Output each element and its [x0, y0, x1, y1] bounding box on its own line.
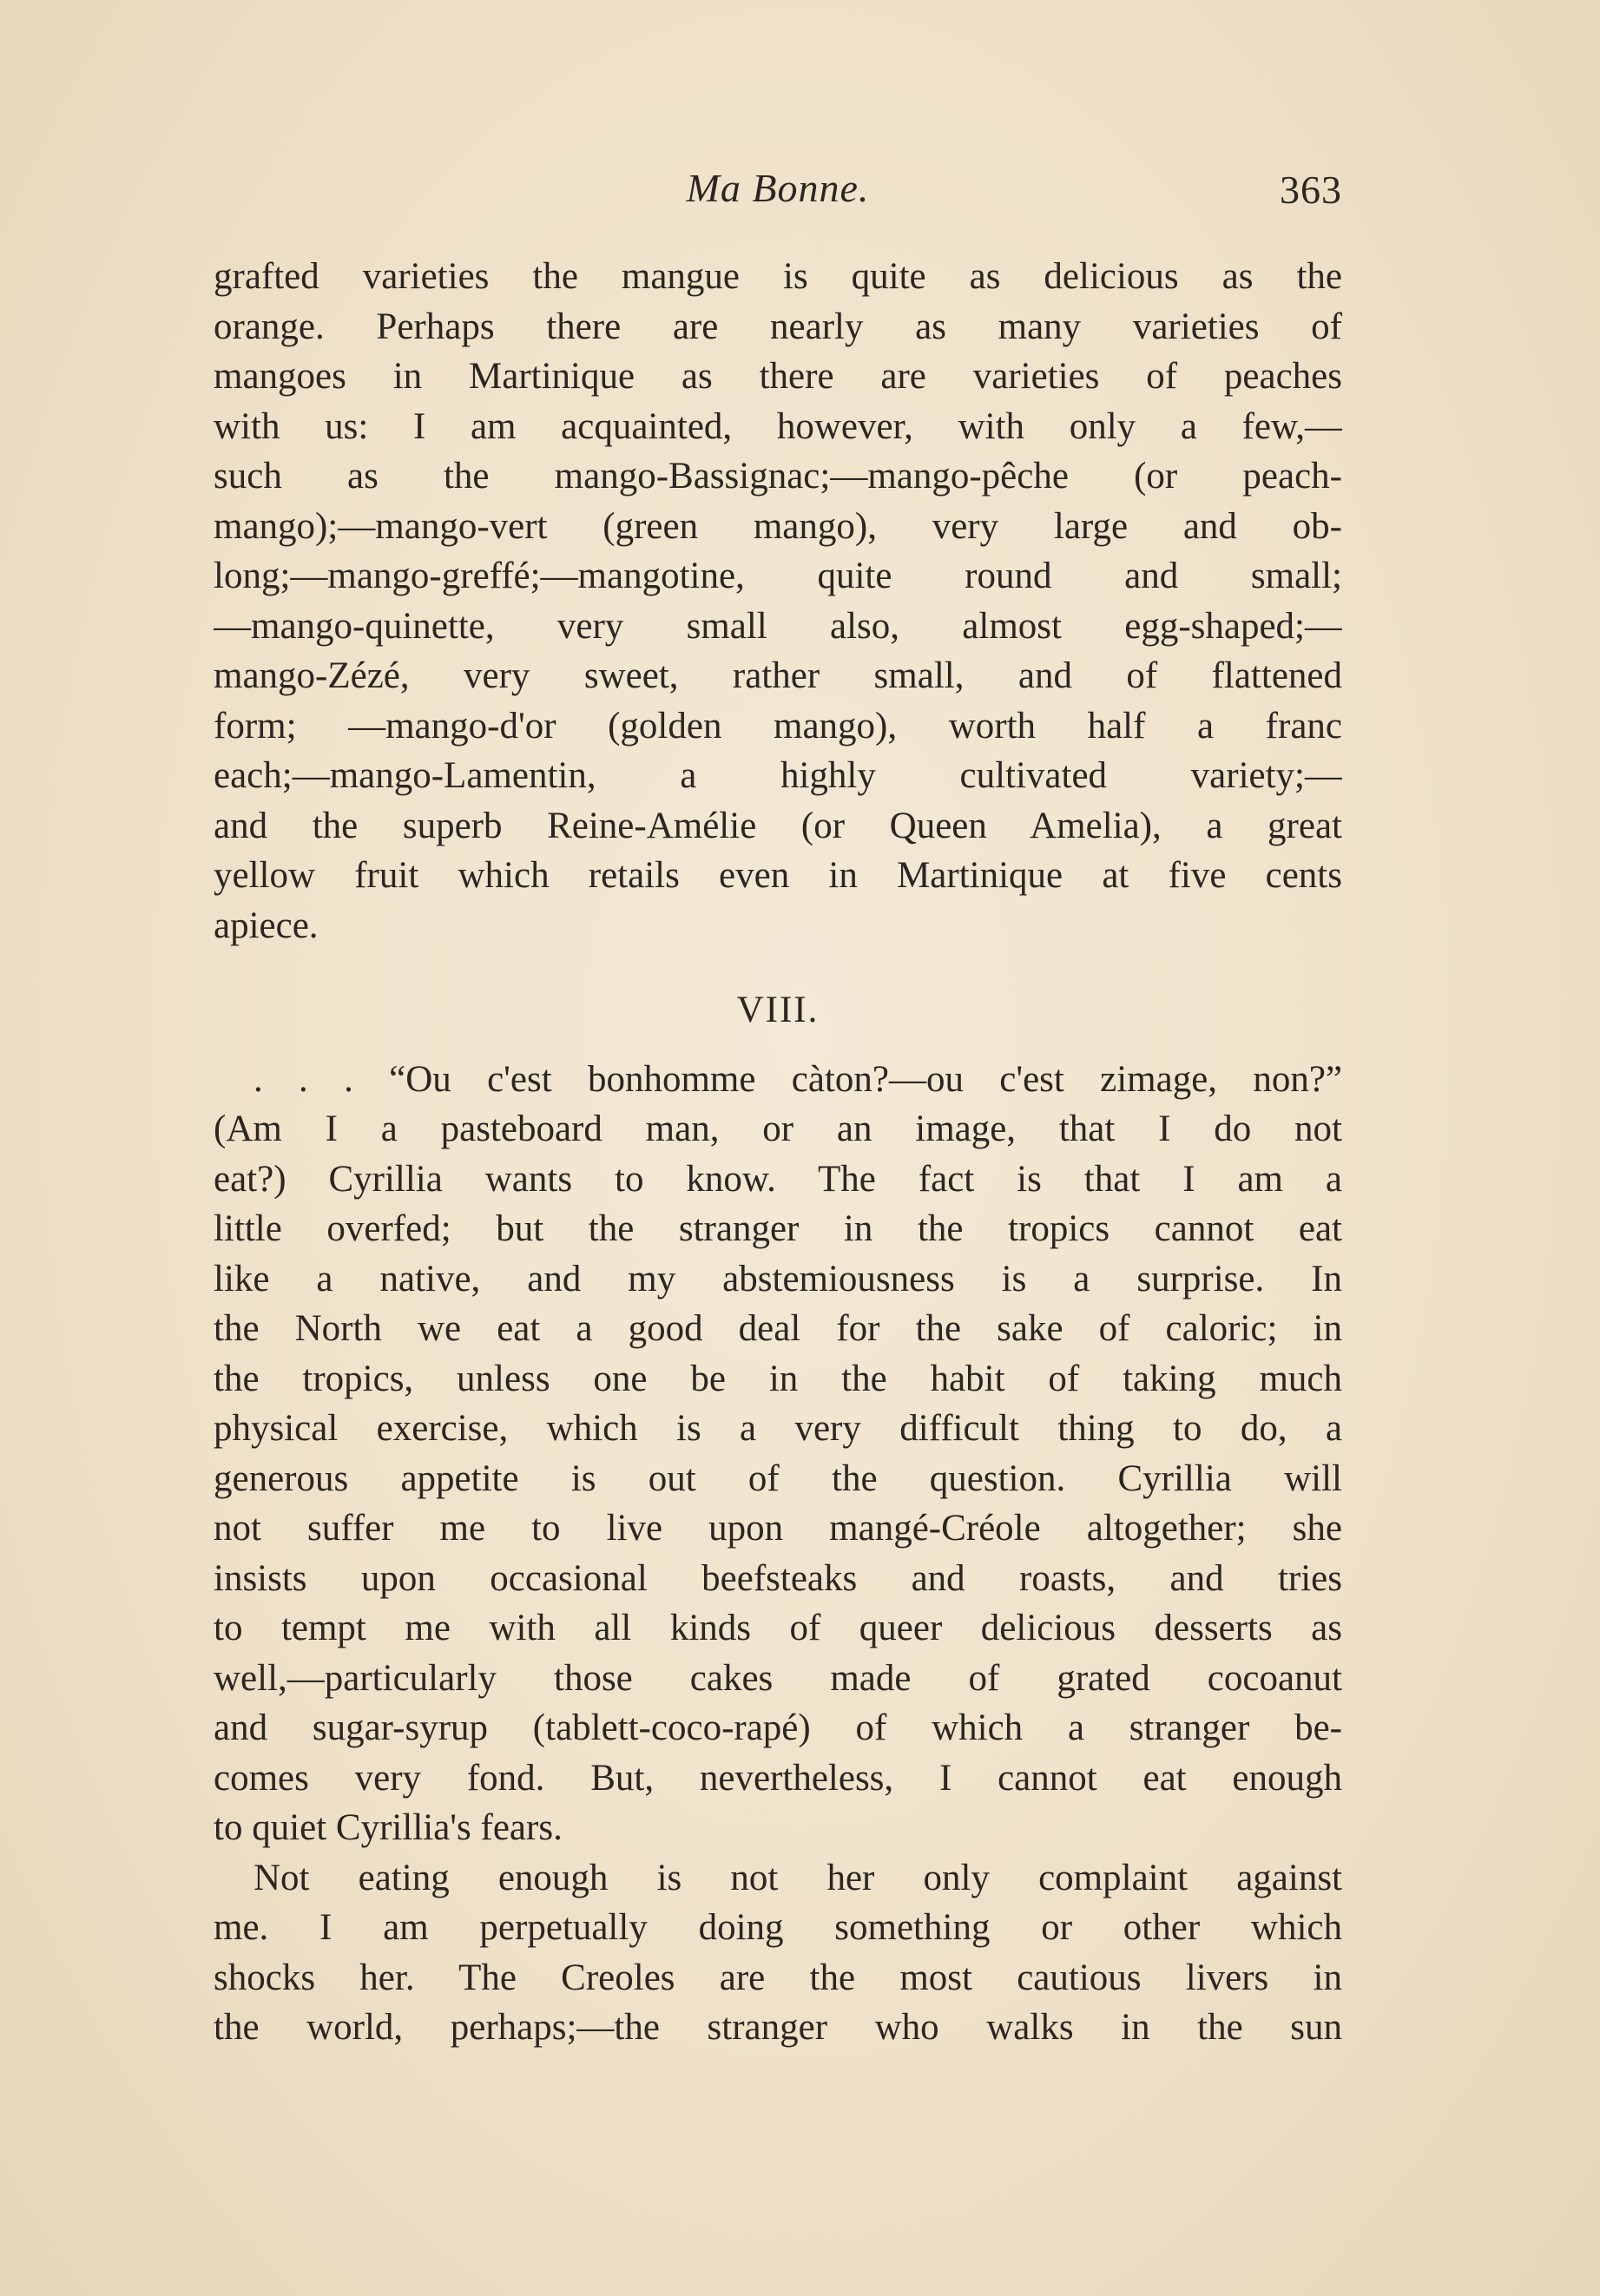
text-line: —mango-quinette, very small also, almost egg-shaped;— [214, 605, 1342, 647]
text-line: and the superb Reine-Amélie (or Queen Amelia), a great [214, 805, 1342, 846]
body-text [214, 252, 1342, 2053]
text-line: Not eating enough is not her only complaint against [253, 1857, 1342, 1898]
text-line: with us: I am acquainted, however, with only a few,— [214, 405, 1342, 447]
text-line: the tropics, unless one be in the habit of taking much [214, 1358, 1342, 1399]
text-line: me. I am perpetually doing something or other which [214, 1907, 1342, 1948]
text-line: grafted varieties the mangue is quite as delicious as the [214, 256, 1342, 297]
text-line: such as the mango-Bassignac;—mango-pêche (or peach- [214, 456, 1342, 497]
text-line: to tempt me with all kinds of queer delicious desserts as [214, 1608, 1342, 1648]
paragraph-cyrillia [214, 1055, 1342, 1853]
paragraph-mango-varieties [214, 252, 1342, 951]
text-line: mango-Zézé, very sweet, rather small, and of flattened [214, 655, 1342, 696]
text-line: insists upon occasional beefsteaks and roasts, and tries [214, 1557, 1342, 1599]
text-line: shocks her. The Creoles are the most cautious livers in [214, 1957, 1342, 1998]
text-line: yellow fruit which retails even in Martinique at five cents [214, 855, 1342, 896]
text-line: to quiet Cyrillia's fears. [214, 1807, 563, 1848]
text-line: little overfed; but the stranger in the tropics cannot eat [214, 1208, 1342, 1249]
text-line: the world, perhaps;—the stranger who walks in the sun [214, 2007, 1342, 2048]
running-title: Ma Bonne. [686, 166, 870, 210]
text-line: apiece. [214, 905, 319, 946]
text-line: orange. Perhaps there are nearly as many varieties of [214, 306, 1342, 347]
text-line: well,—particularly those cakes made of grated cocoanut [214, 1657, 1342, 1699]
text-line: comes very fond. But, nevertheless, I cannot eat enough [214, 1757, 1342, 1799]
text-line: long;—mango-greffé;—mangotine, quite round and small; [214, 556, 1342, 596]
text-line: physical exercise, which is a very difficult thing to do, a [214, 1408, 1342, 1449]
page-number: 363 [1280, 168, 1342, 212]
text-line: . . . “Ou c'est bonhomme càton?—ou c'est zimage, non?” [253, 1058, 1342, 1100]
text-line: mangoes in Martinique as there are varieties of peaches [214, 356, 1342, 397]
text-line: like a native, and my abstemiousness is a surprise. In [214, 1258, 1342, 1299]
section-heading: VIII. [736, 990, 820, 1030]
text-line: each;—mango-Lamentin, a highly cultivated variety;— [214, 755, 1342, 796]
text-line: the North we eat a good deal for the sake of caloric; in [214, 1308, 1342, 1349]
text-line: generous appetite is out of the question. Cyrillia will [214, 1457, 1342, 1499]
text-line: mango);—mango-vert (green mango), very large and ob- [214, 505, 1342, 547]
text-line: (Am I a pasteboard man, or an image, that I do not [214, 1109, 1342, 1149]
page-header [214, 165, 1342, 226]
text-line: form; —mango-d'or (golden mango), worth half a franc [214, 705, 1342, 747]
text-line: eat?) Cyrillia wants to know. The fact is that I am a [214, 1158, 1342, 1200]
text-line: and sugar-syrup (tablett-coco-rapé) of which a stranger be- [214, 1707, 1342, 1748]
text-line: not suffer me to live upon mangé-Créole altogether; she [214, 1508, 1342, 1549]
paragraph-complaints [214, 1853, 1342, 2053]
